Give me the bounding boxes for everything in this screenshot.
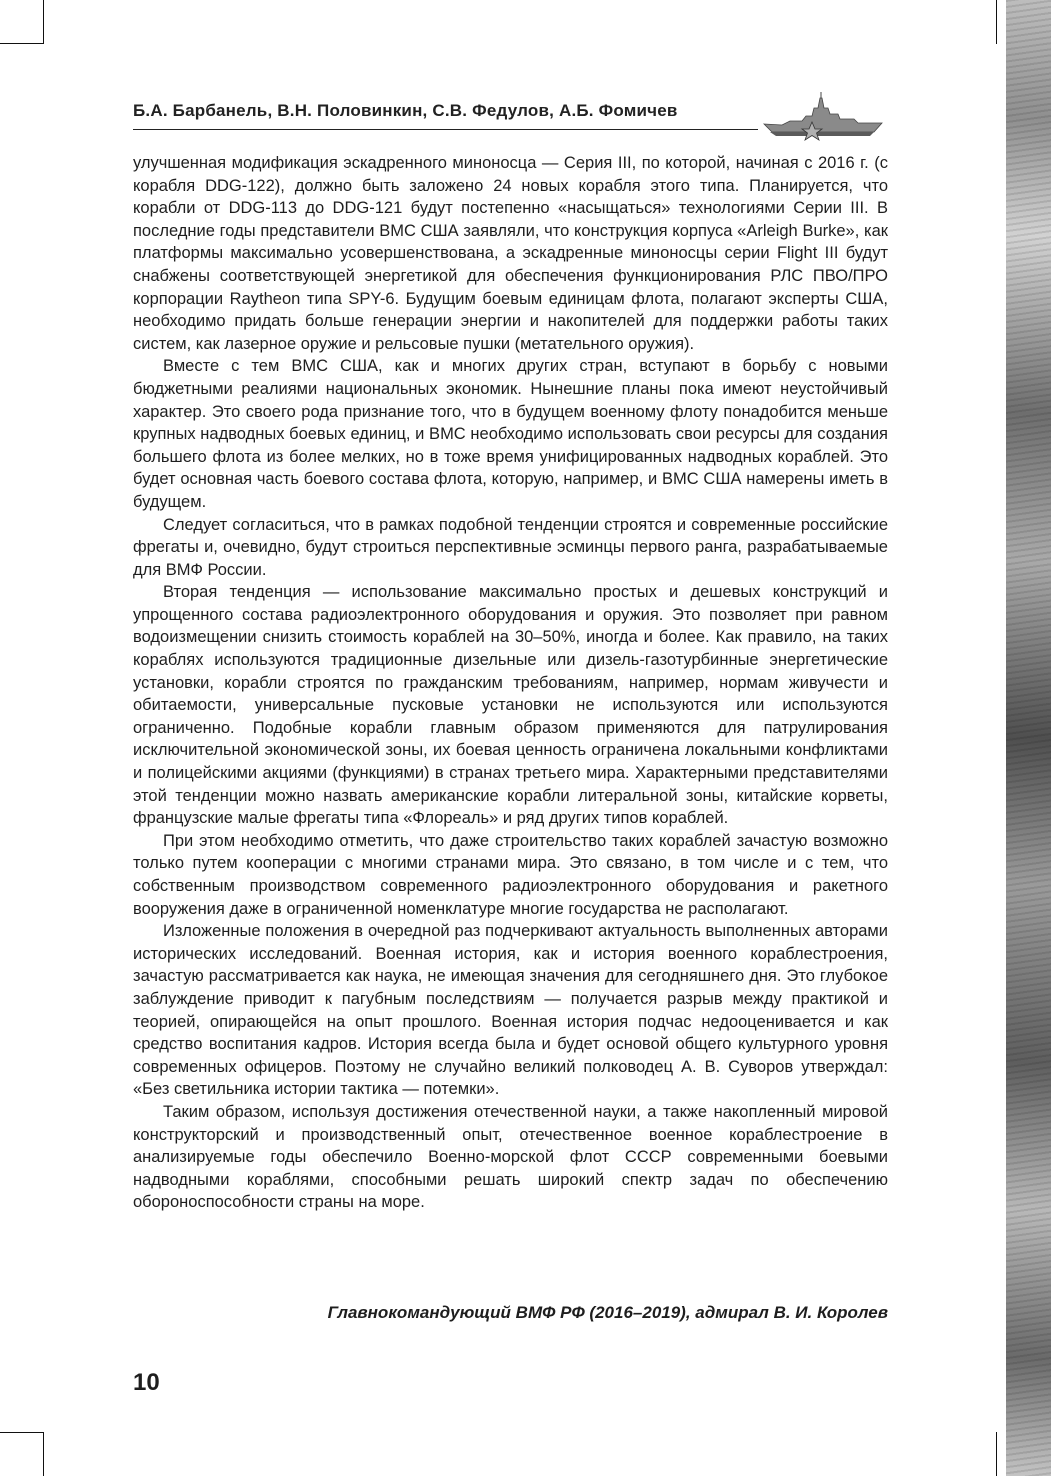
paragraph-7: Таким образом, используя достижения отечественной науки, а также накопленный мировой конструкторский и производственный опыт, отечественное военное кораблестроение в анализируемые годы обеспечило Военно-морской флот СССР современными боевыми надводными кораблями, способными решать широкий спектр задач по обеспечению обороноспособности страны на море. [133,1102,888,1212]
paragraph-2: Вместе с тем ВМС США, как и многих других стран, вступают в борьбу с новыми бюджетными реалиями национальных экономик. Нынешние планы пока имеют неустойчивый характер. Это своего рода признание того, что в будущем военному флоту понадобится меньше крупных надводных боевых единиц, и ВМС необходимо использовать свои ресурсы для создания большего флота из более мелких, но в тоже время унифицированных надводных кораблей. Это будет основная часть боевого состава флота, которую, например, и ВМС США намерены иметь в будущем. [133,357,888,511]
paragraph-3: Следует согласиться, что в рамках подобной тенденции строятся и современные российские фрегаты и, очевидно, будут строиться перспективные эсминцы первого ранга, разрабатываемые для ВМФ России. [133,515,888,579]
warship-emblem-icon [762,92,884,142]
paragraph-1: улучшенная модификация эскадренного миноносца — Серия III, по которой, начиная с 2016 г. (с корабля DDG-122), должно быть заложено 24 новых корабля этого типа. Планируется, что корабли от DDG-113 до DDG-121 будут постепенно «насыщаться» технологиями Серии III. В последние годы представители ВМС США заявляли, что конструкция корпуса «Arleigh Burke», как платформы максимально усовершенствована, а эскадренные миноносцы серии Flight III будут снабжены соответствующей энергетикой для обеспечения функционирования РЛС ПВО/ПРО корпорации Raytheon типа SPY-6. Будущим боевым единицам флота, полагают эксперты США, необходимо придать больше генерации энергии и накопителей для поддержки работы таких систем, как лазерное оружие и рельсовые пушки (метательного оружия). [133,154,888,353]
paragraph-4: Вторая тенденция — использование максимально простых и дешевых конструкций и упрощенного состава радиоэлектронного оборудования и оружия. Это позволяет при равном водоизмещении снизить стоимость кораблей на 30–50%, иногда и более. Как правило, на таких кораблях используются традиционные дизельные или дизель-газотурбинные энергетические установки, корабли строятся по гражданским требованиям, например, нормам живучести и обитаемости, универсальные пусковые установки не используются или используются ограниченно. Подобные корабли главным образом применяются для патрулирования исключительной экономической зоны, их боевая ценность ограничена локальными конфликтами и полицейскими акциями (функциями) в странах третьего мира. Характерными представителями этой тенденции можно назвать американские корабли литеральной зоны, китайские корветы, французские малые фрегаты типа «Флореаль» и ряд других типов кораблей. [133,583,888,828]
crop-mark-left-top [0,43,44,44]
crop-mark-bottom-left [43,1432,44,1476]
page-number: 10 [133,1369,160,1396]
crop-mark-left-bottom [0,1432,44,1433]
crop-mark-bottom-right [996,1432,997,1476]
decorative-engraving-strip [1006,0,1051,1476]
crop-mark-top-right [996,0,997,44]
running-header [133,101,758,130]
paragraph-5: При этом необходимо отметить, что даже строительство таких кораблей зачастую возможно только путем кооперации с многими странами мира. Это связано, в том числе и с тем, что собственным производством современного радиоэлектронного оборудования и ракетного вооружения даже в ограниченной номенклатуре многие государства не располагают. [133,831,888,918]
paragraph-6: Изложенные положения в очередной раз подчеркивают актуальность выполненных авторами исторических исследований. Военная история, как и история военного кораблестроения, зачастую рассматривается как наука, не имеющая значения для сегодняшнего дня. Это глубокое заблуждение приводит к пагубным последствиям — получается разрыв между практикой и теорией, опирающейся на опыт прошлого. Военная история подчас недооценивается и как средство воспитания кадров. История всегда была и будет основой общего культурного уровня современных офицеров. Поэтому не случайно великий полководец А. В. Суворов утверждал: «Без светильника истории тактика — потемки». [133,922,888,1099]
crop-mark-top-left [43,0,44,44]
signature: Главнокомандующий ВМФ РФ (2016–2019), адмирал В. И. Королев [327,1303,888,1322]
header-authors: Б.А. Барбанель, В.Н. Половинкин, С.В. Федулов, А.Б. Фомичев [133,101,678,120]
body-text [133,152,888,1214]
